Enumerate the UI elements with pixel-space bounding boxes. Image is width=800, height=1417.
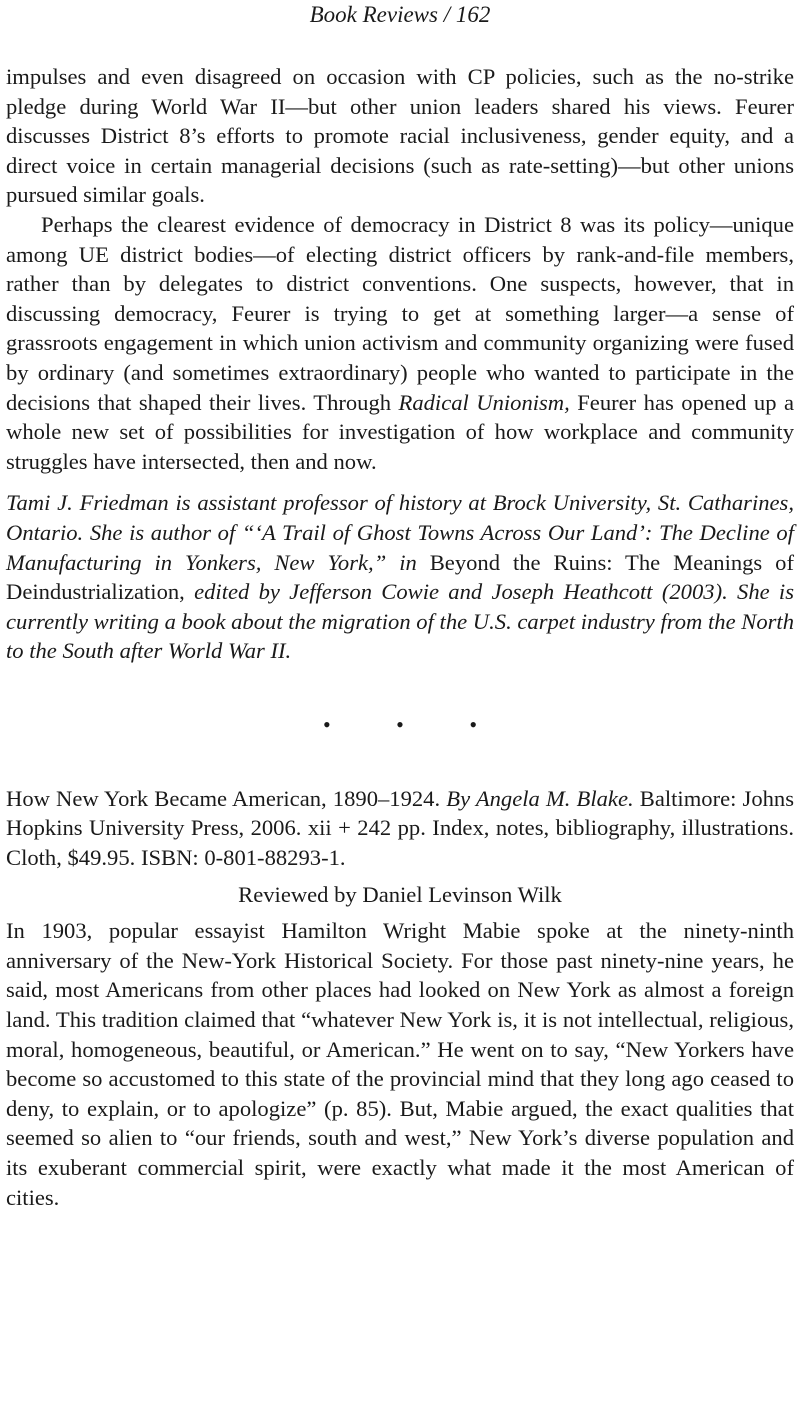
citation-publisher: Baltimore: Johns Hopkins University Press, 2006. xii + 242 pp. Index, notes, bibliography, illustrations. Cloth, $49.95. ISBN: 0-801-88293-1. (6, 785, 795, 871)
section-separator: • • • (322, 711, 508, 737)
paragraph-text-a: Perhaps the clearest evidence of democracy in District 8 was its policy—unique among UE district bodies—of electing district officers by rank-and-file members, rather than by delegates to district conventions. One suspects, however, that in discussing democracy, Feurer is trying to get at something larger—a sense of grassroots engagement in which union activism and community organizing were fused by ordinary (and sometimes extraordinary) people who wanted to participate in the decisions that shaped their lives. Through (6, 211, 794, 415)
bio-book-title: Beyond the Ruins: The Meanings of Deindustrialization, (6, 549, 794, 605)
body-paragraph-1: impulses and even disagreed on occasion with CP policies, such as the no-strike pledge during World War II—but other union leaders shared his views. Feurer discusses District 8’s efforts to promote racial inclusiveness, gender equity, and a direct voice in certain managerial decisions (such as rate-setting)—but other unions pursued similar goals. (6, 64, 794, 208)
review-new (6, 784, 794, 1212)
paragraph-text-b: Feurer has opened up a whole new set of possibilities for investigation of how workplace and community struggles have intersected, then and now. (6, 389, 794, 474)
citation-title: How New York Became American, 1890–1924. (6, 785, 441, 811)
review-continuation (6, 62, 794, 666)
bio-text-a: Tami J. Friedman is assistant professor of history at Brock University, St. Catharines, Ontario. She is author of “‘A Trail of Ghost Towns Across Our Land’: The Decline of Manufacturing in Yonkers, New York,” in (6, 490, 794, 575)
reviewer-line: Reviewed by Daniel Levinson Wilk (238, 881, 562, 907)
review-body-paragraph: In 1903, popular essayist Hamilton Wright Mabie spoke at the ninety-ninth anniversary of the New-York Historical Society. For those past ninety-nine years, he said, most Americans from other places had looked on New York as almost a foreign land. This tradition claimed that “whatever New York is, it is not intellectual, religious, moral, homogeneous, beautiful, or American.” He went on to say, “New Yorkers have become so accustomed to this state of the provincial mind that they long ago ceased to deny, to explain, or to apologize” (p. 85). But, Mabie argued, the exact qualities that seemed so alien to “our friends, south and west,” New York’s diverse population and its exuberant commercial spirit, were exactly what made it the most American of cities. (6, 918, 794, 1210)
bio-text-b: edited by Jefferson Cowie and Joseph Heathcott (2003). She is currently writing a book about the migration of the U.S. carpet industry from the North to the South after World War II. (6, 579, 794, 664)
book-title-italic: Radical Unionism, (398, 389, 570, 415)
document-page (6, 0, 794, 1212)
reviewer-bio (6, 488, 794, 666)
citation-author: By Angela M. Blake. (446, 785, 634, 811)
running-header: Book Reviews / 162 (309, 2, 491, 27)
book-citation (6, 784, 794, 873)
body-paragraph-2 (6, 210, 794, 476)
